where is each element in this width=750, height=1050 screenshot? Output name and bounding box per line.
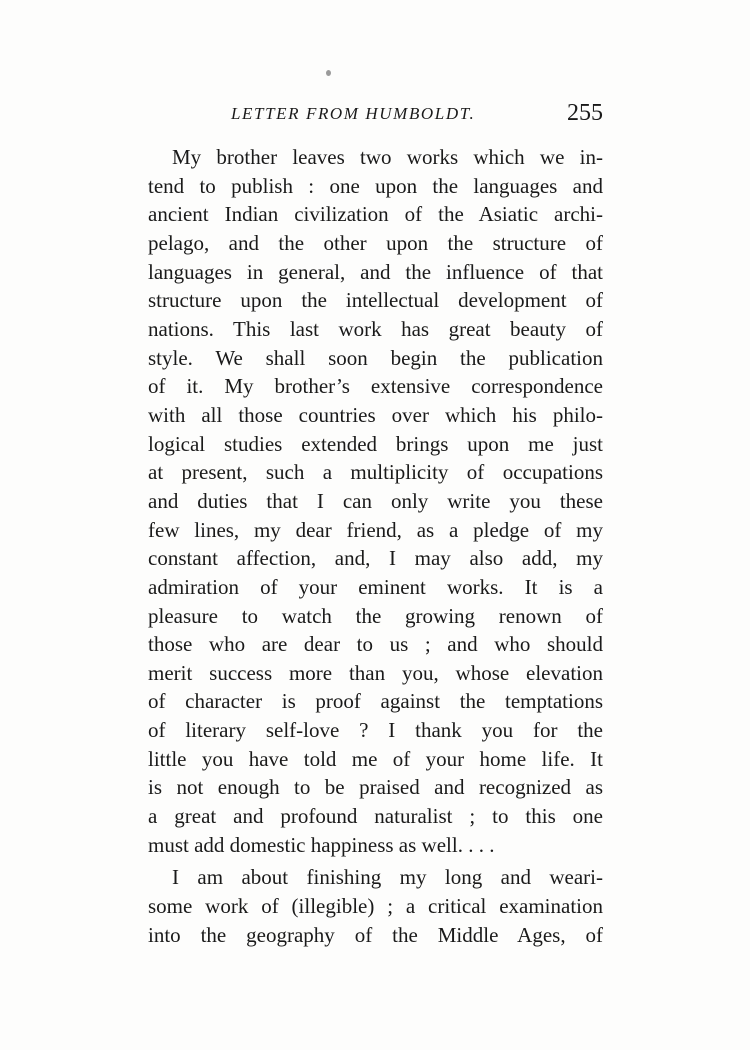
text-line: My brother leaves two works which we in-	[172, 145, 603, 169]
running-head	[148, 100, 603, 134]
running-title: LETTER FROM HUMBOLDT.	[231, 104, 476, 123]
text-line: must add domestic happiness as well. . . .	[148, 832, 495, 857]
text-line: little you have told me of your home life. It	[148, 746, 603, 771]
text-line: pleasure to watch the growing renown of	[148, 603, 603, 628]
page-speck-mark	[326, 70, 331, 76]
text-line: constant affection, and, I may also add, my	[148, 546, 603, 571]
text-line: few lines, my dear friend, as a pledge of my	[148, 517, 603, 542]
text-line: and duties that I can only write you these	[148, 488, 603, 513]
text-line: I am about finishing my long and weari-	[172, 865, 603, 890]
text-line: tend to publish : one upon the languages and	[148, 173, 603, 198]
text-line: with all those countries over which his philo-	[148, 402, 603, 427]
text-line: is not enough to be praised and recognized as	[148, 775, 603, 800]
text-line: nations. This last work has great beauty of	[148, 316, 603, 341]
text-line: ancient Indian civilization of the Asiatic archi-	[148, 202, 603, 227]
text-line: into the geography of the Middle Ages, of	[148, 922, 603, 947]
text-line: at present, such a multiplicity of occupations	[148, 460, 603, 485]
text-line: style. We shall soon begin the publication	[148, 345, 603, 370]
body-text	[148, 143, 603, 949]
text-line: merit success more than you, whose elevation	[148, 660, 603, 685]
text-line: those who are dear to us ; and who should	[148, 632, 603, 657]
text-line: admiration of your eminent works. It is a	[148, 574, 603, 599]
text-line: languages in general, and the influence of that	[148, 259, 603, 284]
text-line: of literary self-love ? I thank you for the	[148, 718, 603, 743]
text-line: some work of (illegible) ; a critical examination	[148, 894, 603, 919]
paragraph	[148, 863, 603, 949]
text-line: of it. My brother’s extensive correspondence	[148, 374, 603, 399]
text-line: structure upon the intellectual development of	[148, 288, 603, 313]
text-line: a great and profound naturalist ; to this one	[148, 804, 603, 829]
paragraph	[148, 143, 603, 859]
text-line: logical studies extended brings upon me just	[148, 431, 603, 456]
text-line: pelago, and the other upon the structure of	[148, 230, 603, 255]
page-number: 255	[567, 100, 603, 126]
text-line: of character is proof against the temptations	[148, 689, 603, 714]
